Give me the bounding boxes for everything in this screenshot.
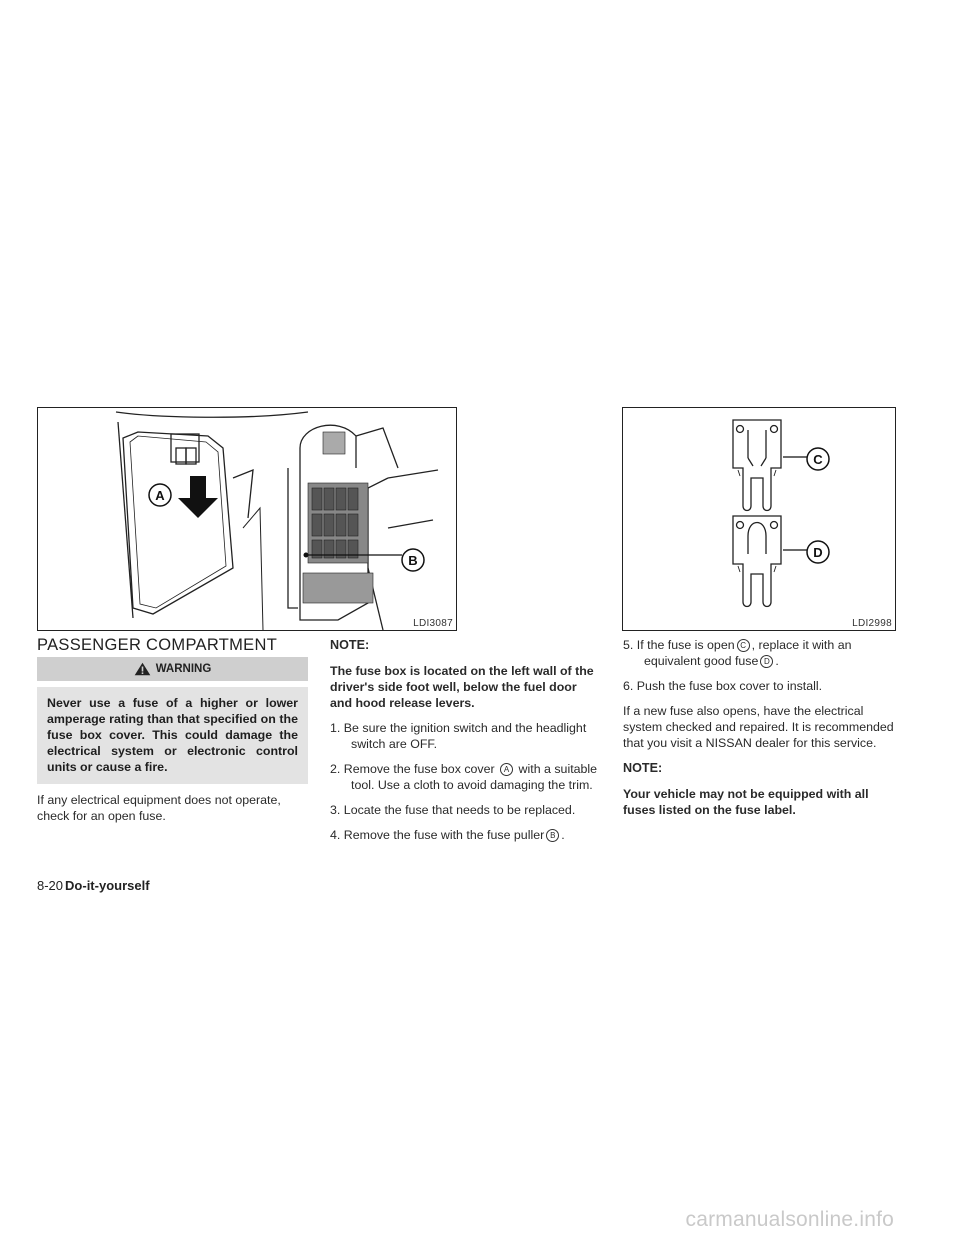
note-label: NOTE: bbox=[330, 638, 370, 652]
step-text: Push the fuse box cover to install. bbox=[636, 679, 823, 693]
chapter-title: Do-it-yourself bbox=[65, 878, 150, 893]
step-text: Be sure the ignition switch and the headlight switch are OFF. bbox=[343, 721, 587, 751]
note-label: NOTE: bbox=[623, 761, 663, 775]
warning-header bbox=[37, 657, 308, 681]
step-text: with a suitable tool. Use a cloth to avoid damaging the trim. bbox=[351, 762, 598, 792]
warning-label: WARNING bbox=[155, 663, 212, 675]
callout-c: C bbox=[813, 452, 823, 467]
step-6 bbox=[623, 678, 895, 694]
figure-id: LDI3087 bbox=[413, 618, 453, 629]
step-text: Remove the fuse box cover bbox=[343, 762, 495, 776]
warning-text: Never use a fuse of a higher or lower amperage rating than that specified on the fuse box cover. This could damage the electrical system or electronic control units or cause a fire. bbox=[37, 687, 308, 784]
step-1 bbox=[330, 720, 602, 752]
step-number: 2. bbox=[330, 762, 341, 776]
note-text: The fuse box is located on the left wall of the driver's side foot well, below the fuel door and hood release levers. bbox=[330, 664, 594, 710]
note-text: Your vehicle may not be equipped with all fuses listed on the fuse label. bbox=[623, 787, 869, 817]
callout-a: A bbox=[155, 488, 165, 503]
step-text: If the fuse is open bbox=[636, 638, 735, 652]
page-number: 8-20 bbox=[37, 878, 64, 893]
step-text: Remove the fuse with the fuse puller bbox=[343, 828, 545, 842]
section-title: PASSENGER COMPARTMENT bbox=[37, 636, 278, 654]
step-number: 4. bbox=[330, 828, 341, 842]
step-text: . bbox=[775, 654, 779, 668]
after-steps-paragraph: If a new fuse also opens, have the electrical system checked and repaired. It is recommended that you visit a NISSAN dealer for this service. bbox=[623, 704, 894, 750]
fuse-box-location-illustration bbox=[37, 407, 457, 631]
watermark: carmanualsonline.info bbox=[685, 1208, 894, 1231]
warning-triangle-icon bbox=[134, 662, 151, 676]
ref-b-marker: B bbox=[546, 829, 559, 842]
fuse-drawing bbox=[623, 408, 895, 630]
ref-c-marker: C bbox=[737, 639, 750, 652]
figure-id: LDI2998 bbox=[852, 618, 892, 629]
callout-d: D bbox=[813, 545, 823, 560]
step-number: 5. bbox=[623, 638, 634, 652]
step-3 bbox=[330, 802, 602, 818]
column-1 bbox=[37, 637, 308, 833]
fuse-box-drawing bbox=[38, 408, 456, 630]
step-4 bbox=[330, 827, 602, 843]
column-2 bbox=[330, 637, 602, 852]
step-2 bbox=[330, 761, 602, 793]
column-3 bbox=[623, 637, 895, 827]
step-text: , replace it with an equivalent good fuse bbox=[644, 638, 852, 668]
step-number: 3. bbox=[330, 803, 341, 817]
callout-b: B bbox=[408, 553, 418, 568]
step-5 bbox=[623, 637, 895, 669]
page-footer bbox=[37, 878, 150, 893]
step-number: 6. bbox=[623, 679, 634, 693]
ref-d-marker: D bbox=[760, 655, 773, 668]
step-text: Locate the fuse that needs to be replaced. bbox=[343, 803, 576, 817]
step-number: 1. bbox=[330, 721, 341, 735]
ref-a-marker: A bbox=[500, 763, 513, 776]
step-text: . bbox=[561, 828, 565, 842]
fuse-comparison-illustration bbox=[622, 407, 896, 631]
intro-paragraph: If any electrical equipment does not operate, check for an open fuse. bbox=[37, 793, 281, 823]
